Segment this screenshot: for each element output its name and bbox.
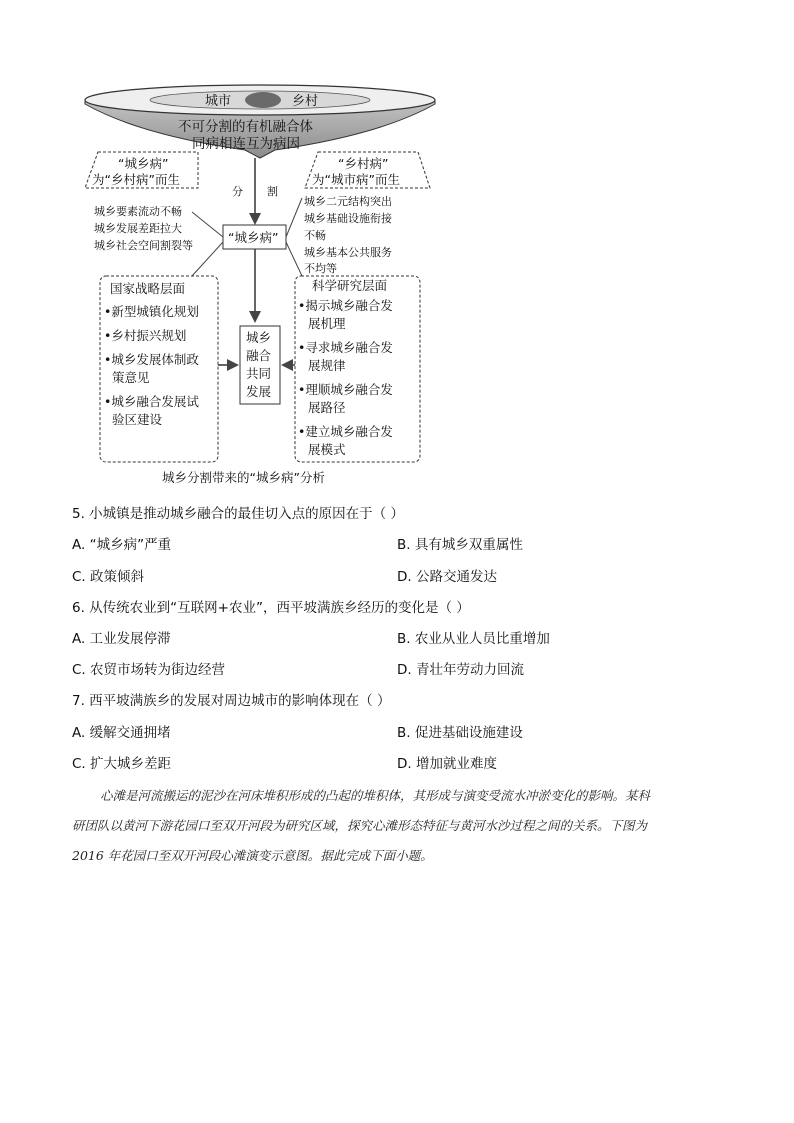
split-label-1: 分 xyxy=(232,185,243,198)
connector-left-up xyxy=(192,212,223,237)
national-item-2: •乡村振兴规划 xyxy=(104,328,187,343)
science-item-4b: 展模式 xyxy=(308,442,346,457)
left-box-line2: 为“乡村病”而生 xyxy=(92,172,180,187)
question-5-option-b[interactable]: B. 具有城乡双重属性 xyxy=(397,537,523,553)
question-6-option-c[interactable]: C. 农贸市场转为街边经营 xyxy=(72,662,226,678)
passage-line-3: 2016 年花园口至双开河段心滩演变示意图。据此完成下面小题。 xyxy=(72,848,433,863)
connector-left-down xyxy=(192,242,223,276)
question-5-stem: 5. 小城镇是推动城乡融合的最佳切入点的原因在于（ ） xyxy=(72,506,404,522)
question-6-stem: 6. 从传统农业到“互联网+农业”，西平坡满族乡经历的变化是（ ） xyxy=(72,600,470,616)
connector-right-down xyxy=(286,242,302,276)
urban-rural-diagram xyxy=(80,80,440,490)
national-item-4b: 验区建设 xyxy=(112,412,163,427)
split-label-2: 割 xyxy=(267,185,278,198)
passage-line-1: 心滩是河流搬运的泥沙在河床堆积形成的凸起的堆积体，其形成与演变受流水冲淤变化的影响。某科 xyxy=(100,788,651,803)
right-cause-5: 不均等 xyxy=(304,262,337,275)
funnel-line2: 同病相连互为病因 xyxy=(192,136,300,152)
national-item-3b: 策意见 xyxy=(112,370,150,385)
question-5-option-c[interactable]: C. 政策倾斜 xyxy=(72,569,145,585)
question-5-option-d[interactable]: D. 公路交通发达 xyxy=(397,569,497,585)
right-cause-4: 城乡基本公共服务 xyxy=(304,246,392,259)
question-6-option-b[interactable]: B. 农业从业人员比重增加 xyxy=(397,631,550,647)
label-city: 城市 xyxy=(205,94,232,109)
question-7-option-a[interactable]: A. 缓解交通拥堵 xyxy=(72,725,171,741)
question-6-option-d[interactable]: D. 青壮年劳动力回流 xyxy=(397,662,524,678)
goal-line-2: 融合 xyxy=(246,348,272,363)
center-box-label: “城乡病” xyxy=(228,230,279,245)
right-cause-3: 不畅 xyxy=(304,229,326,242)
question-6-option-a[interactable]: A. 工业发展停滞 xyxy=(72,631,171,647)
science-item-2: •寻求城乡融合发 xyxy=(298,340,393,355)
label-rural: 乡村 xyxy=(292,94,319,109)
science-item-3: •理顺城乡融合发 xyxy=(298,382,393,397)
goal-line-3: 共同 xyxy=(246,366,272,381)
funnel-line1: 不可分割的有机融合体 xyxy=(178,119,313,135)
goal-line-1: 城乡 xyxy=(246,330,272,345)
left-cause-2: 城乡发展差距拉大 xyxy=(94,222,182,235)
question-5-option-a[interactable]: A. “城乡病”严重 xyxy=(72,537,172,553)
national-title: 国家战略层面 xyxy=(110,281,186,296)
left-cause-1: 城乡要素流动不畅 xyxy=(94,205,182,218)
national-item-3: •城乡发展体制政 xyxy=(104,352,199,367)
left-box-line1: “城乡病” xyxy=(118,156,169,171)
science-item-1b: 展机理 xyxy=(308,316,346,331)
national-item-1: •新型城镇化规划 xyxy=(104,304,199,319)
diagram-figure xyxy=(80,80,440,490)
overlap-lens xyxy=(245,92,281,108)
question-7-option-b[interactable]: B. 促进基础设施建设 xyxy=(397,725,523,741)
national-item-4: •城乡融合发展试 xyxy=(104,394,199,409)
right-cause-2: 城乡基础设施衔接 xyxy=(304,212,392,225)
science-item-4: •建立城乡融合发 xyxy=(298,424,393,439)
right-box-line2: 为“城市病”而生 xyxy=(312,172,400,187)
passage-line-2: 研团队以黄河下游花园口至双开河段为研究区域，探究心滩形态特征与黄河水沙过程之间的关系。下图为 xyxy=(72,818,648,833)
right-cause-1: 城乡二元结构突出 xyxy=(304,195,392,208)
figure-caption: 城乡分割带来的“城乡病”分析 xyxy=(162,470,325,485)
science-item-1: •揭示城乡融合发 xyxy=(298,298,393,313)
right-box-line1: “乡村病” xyxy=(338,156,389,171)
question-7-option-d[interactable]: D. 增加就业难度 xyxy=(397,756,497,772)
left-cause-3: 城乡社会空间割裂等 xyxy=(94,239,193,252)
connector-right-up xyxy=(286,198,302,237)
science-item-3b: 展路径 xyxy=(308,400,346,415)
question-7-option-c[interactable]: C. 扩大城乡差距 xyxy=(72,756,172,772)
question-7-stem: 7. 西平坡满族乡的发展对周边城市的影响体现在（ ） xyxy=(72,693,391,709)
science-title: 科学研究层面 xyxy=(312,278,388,293)
science-item-2b: 展规律 xyxy=(308,358,346,373)
goal-line-4: 发展 xyxy=(246,384,272,399)
